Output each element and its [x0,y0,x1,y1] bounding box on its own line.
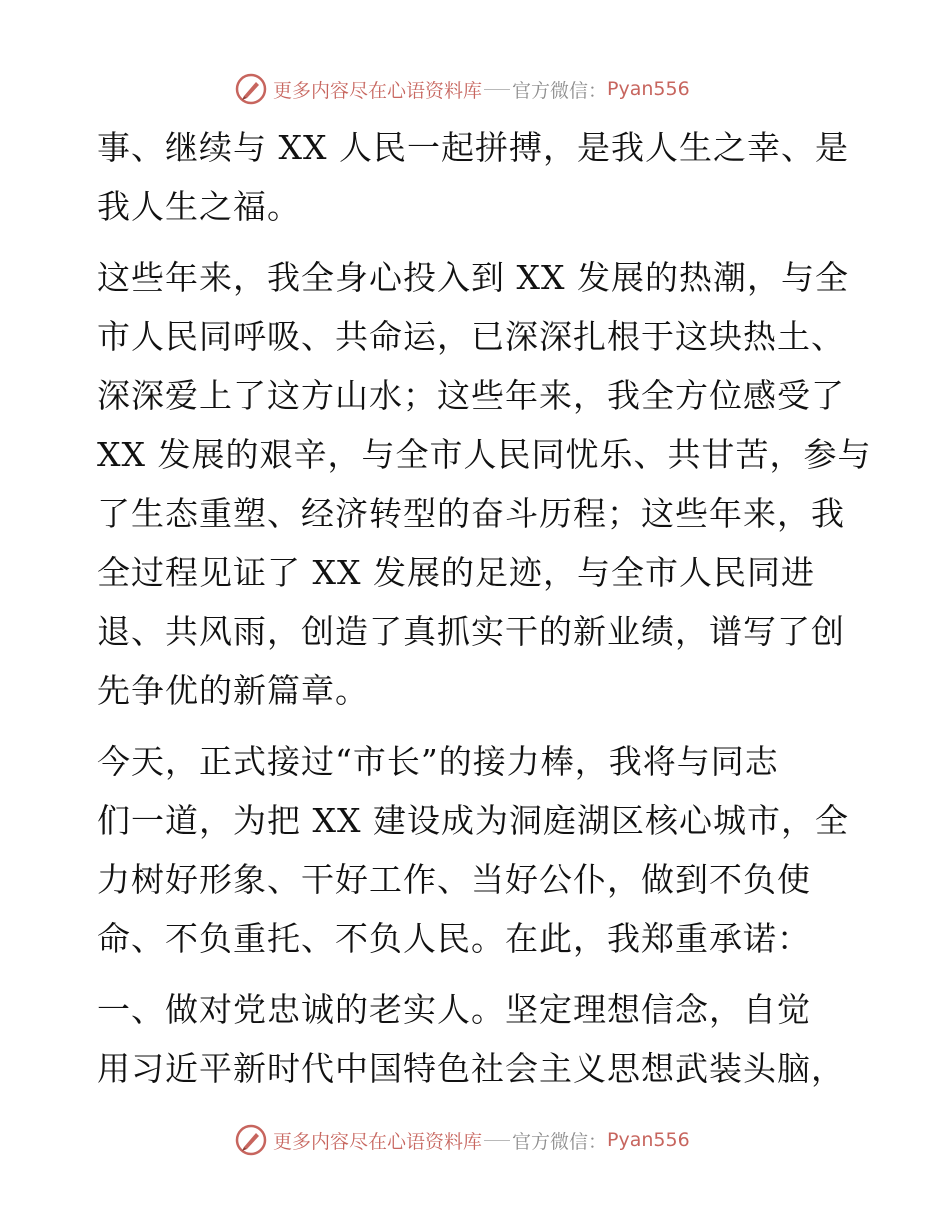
watermark-id-text: Pyan556 [607,1129,690,1151]
text-line: 命、不负重托、不负人民。在此，我郑重承诺： [97,919,811,958]
text-line: 事、继续与 XX 人民一起拼搏，是我人生之幸、是 [97,128,849,167]
watermark-sub-text: 官方微信： [512,1130,608,1153]
paragraph-3 [97,732,857,968]
paragraph-1 [97,118,857,236]
text-line: 力树好形象、干好工作、当好公仆，做到不负使 [97,860,811,899]
text-line: XX 发展的艰辛，与全市人民同忧乐、共甘苦，参与 [97,435,872,474]
text-line: 今天，正式接过“市长”的接力棒，我将与同志 [97,742,779,781]
watermark-id-text: Pyan556 [607,78,690,100]
text-line: 全过程见证了 XX 发展的足迹，与全市人民同进 [97,553,815,592]
watermark-main-text: 更多内容尽在心语资料库 [273,79,483,102]
text-line: 们一道，为把 XX 建设成为洞庭湖区核心城市，全 [97,801,849,840]
footer-watermark [235,1123,690,1157]
text-line: 深深爱上了这方山水；这些年来，我全方位感受了 [97,376,845,415]
paragraph-2 [97,248,872,720]
paragraph-4 [97,980,857,1098]
text-line: 市人民同呼吸、共命运，已深深扎根于这块热土、 [97,317,845,356]
text-line: 了生态重塑、经济转型的奋斗历程；这些年来，我 [97,494,845,533]
watermark-main-text: 更多内容尽在心语资料库 [273,1130,483,1153]
text-line: 用习近平新时代中国特色社会主义思想武装头脑， [97,1049,845,1088]
text-line: 先争优的新篇章。 [97,671,369,710]
text-line: 一、做对党忠诚的老实人。坚定理想信念，自觉 [97,990,811,1029]
watermark-dash [484,1140,510,1141]
text-line: 我人生之福。 [97,187,301,226]
pen-logo-icon [235,73,267,105]
watermark-sub-text: 官方微信： [512,79,608,102]
watermark-dash [484,89,510,90]
text-line: 退、共风雨，创造了真抓实干的新业绩，谱写了创 [97,612,845,651]
header-watermark [235,72,690,106]
pen-logo-icon [235,1124,267,1156]
document-body [97,118,872,1110]
text-line: 这些年来，我全身心投入到 XX 发展的热潮，与全 [97,258,849,297]
